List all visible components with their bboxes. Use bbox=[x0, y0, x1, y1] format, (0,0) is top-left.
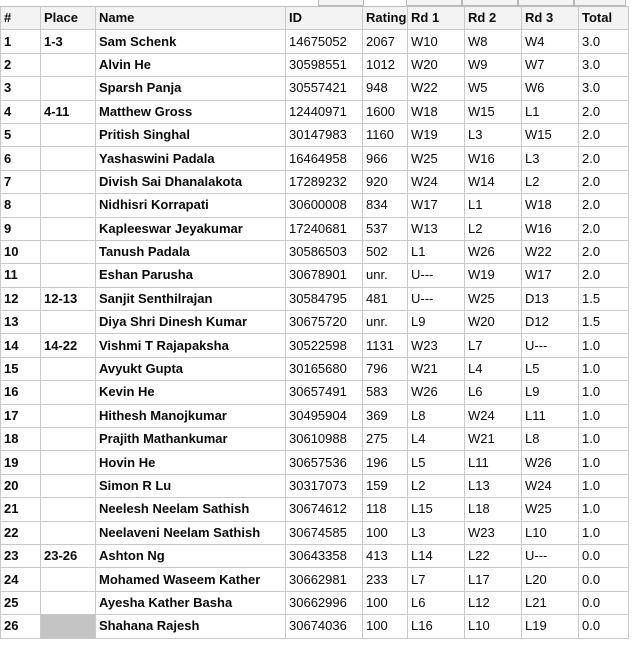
cell-total[interactable]: 0.0 bbox=[579, 568, 629, 591]
table-row[interactable] bbox=[1, 194, 629, 217]
cell-rd2[interactable]: L17 bbox=[465, 568, 522, 591]
table-row[interactable] bbox=[1, 30, 629, 53]
cell-place[interactable] bbox=[41, 123, 96, 146]
table-row[interactable] bbox=[1, 357, 629, 380]
header-name[interactable]: Name bbox=[96, 7, 286, 30]
cell-total[interactable]: 2.0 bbox=[579, 240, 629, 263]
cell-rd1[interactable]: L6 bbox=[408, 591, 465, 614]
cell-id[interactable]: 17289232 bbox=[286, 170, 363, 193]
cell-id[interactable]: 30610988 bbox=[286, 428, 363, 451]
cell-total[interactable]: 1.0 bbox=[579, 451, 629, 474]
cell-rd2[interactable]: L1 bbox=[465, 194, 522, 217]
cell-rd3[interactable]: U--- bbox=[522, 544, 579, 567]
cell-name[interactable]: Yashaswini Padala bbox=[96, 147, 286, 170]
header-num[interactable]: # bbox=[1, 7, 41, 30]
cell-num[interactable]: 22 bbox=[1, 521, 41, 544]
cell-id[interactable]: 30643358 bbox=[286, 544, 363, 567]
cell-place[interactable] bbox=[41, 474, 96, 497]
cell-rd2[interactable]: L4 bbox=[465, 357, 522, 380]
cell-place[interactable] bbox=[41, 217, 96, 240]
cell-rd1[interactable]: W22 bbox=[408, 77, 465, 100]
table-row[interactable] bbox=[1, 123, 629, 146]
cell-name[interactable]: Sanjit Senthilrajan bbox=[96, 287, 286, 310]
cell-num[interactable]: 1 bbox=[1, 30, 41, 53]
cell-rating[interactable]: 796 bbox=[363, 357, 408, 380]
cell-rd1[interactable]: L5 bbox=[408, 451, 465, 474]
cell-rd3[interactable]: D13 bbox=[522, 287, 579, 310]
cell-id[interactable]: 30678901 bbox=[286, 264, 363, 287]
cell-id[interactable]: 30675720 bbox=[286, 311, 363, 334]
cell-rating[interactable]: 966 bbox=[363, 147, 408, 170]
cell-place[interactable]: 1-3 bbox=[41, 30, 96, 53]
cell-id[interactable]: 30662996 bbox=[286, 591, 363, 614]
cell-rd2[interactable]: L18 bbox=[465, 498, 522, 521]
cell-rating[interactable]: 118 bbox=[363, 498, 408, 521]
cell-name[interactable]: Diya Shri Dinesh Kumar bbox=[96, 311, 286, 334]
cell-rd3[interactable]: U--- bbox=[522, 334, 579, 357]
cell-total[interactable]: 0.0 bbox=[579, 591, 629, 614]
cell-rating[interactable]: 583 bbox=[363, 381, 408, 404]
cell-num[interactable]: 8 bbox=[1, 194, 41, 217]
selected-cell[interactable] bbox=[41, 615, 96, 638]
table-row[interactable] bbox=[1, 404, 629, 427]
cell-total[interactable]: 2.0 bbox=[579, 123, 629, 146]
cell-name[interactable]: Eshan Parusha bbox=[96, 264, 286, 287]
cell-place[interactable]: 4-11 bbox=[41, 100, 96, 123]
cell-id[interactable]: 14675052 bbox=[286, 30, 363, 53]
cell-total[interactable]: 1.0 bbox=[579, 474, 629, 497]
standings-body bbox=[1, 30, 629, 638]
cell-total[interactable]: 3.0 bbox=[579, 53, 629, 76]
cell-id[interactable]: 30662981 bbox=[286, 568, 363, 591]
cell-rd1[interactable]: L9 bbox=[408, 311, 465, 334]
cell-place[interactable] bbox=[41, 591, 96, 614]
header-row bbox=[1, 7, 629, 30]
cell-name[interactable]: Neelesh Neelam Sathish bbox=[96, 498, 286, 521]
cell-num[interactable]: 25 bbox=[1, 591, 41, 614]
cell-rd3[interactable]: D12 bbox=[522, 311, 579, 334]
cell-total[interactable]: 1.5 bbox=[579, 311, 629, 334]
cell-rd2[interactable]: W23 bbox=[465, 521, 522, 544]
table-row[interactable] bbox=[1, 498, 629, 521]
cell-place[interactable] bbox=[41, 404, 96, 427]
cell-id[interactable]: 30674585 bbox=[286, 521, 363, 544]
cell-rd3[interactable]: W22 bbox=[522, 240, 579, 263]
cell-num[interactable]: 2 bbox=[1, 53, 41, 76]
cell-num[interactable]: 19 bbox=[1, 451, 41, 474]
cell-rating[interactable]: 1600 bbox=[363, 100, 408, 123]
cell-rd3[interactable]: W18 bbox=[522, 194, 579, 217]
cell-place[interactable] bbox=[41, 311, 96, 334]
cell-rd1[interactable]: W19 bbox=[408, 123, 465, 146]
cell-rd1[interactable]: L4 bbox=[408, 428, 465, 451]
cell-num[interactable]: 18 bbox=[1, 428, 41, 451]
cell-total[interactable]: 1.0 bbox=[579, 357, 629, 380]
cell-rd3[interactable]: L5 bbox=[522, 357, 579, 380]
cell-num[interactable]: 6 bbox=[1, 147, 41, 170]
cell-rd2[interactable]: L12 bbox=[465, 591, 522, 614]
cell-name[interactable]: Ashton Ng bbox=[96, 544, 286, 567]
cell-num[interactable]: 16 bbox=[1, 381, 41, 404]
cell-rd3[interactable]: L10 bbox=[522, 521, 579, 544]
cell-place[interactable] bbox=[41, 170, 96, 193]
cell-rating[interactable]: 159 bbox=[363, 474, 408, 497]
cell-id[interactable]: 30584795 bbox=[286, 287, 363, 310]
cell-name[interactable]: Matthew Gross bbox=[96, 100, 286, 123]
standings-table bbox=[0, 6, 629, 639]
cell-rd3[interactable]: W7 bbox=[522, 53, 579, 76]
cell-total[interactable]: 1.0 bbox=[579, 521, 629, 544]
cell-num[interactable]: 14 bbox=[1, 334, 41, 357]
cell-total[interactable]: 3.0 bbox=[579, 30, 629, 53]
cell-total[interactable]: 1.0 bbox=[579, 334, 629, 357]
header-rd2[interactable]: Rd 2 bbox=[465, 7, 522, 30]
header-rating[interactable]: Rating bbox=[363, 7, 408, 30]
table-row[interactable] bbox=[1, 147, 629, 170]
cell-num[interactable]: 13 bbox=[1, 311, 41, 334]
cell-rd1[interactable]: W17 bbox=[408, 194, 465, 217]
cell-rd2[interactable]: W24 bbox=[465, 404, 522, 427]
cell-rd2[interactable]: L2 bbox=[465, 217, 522, 240]
cell-rating[interactable]: 537 bbox=[363, 217, 408, 240]
cell-name[interactable]: Sam Schenk bbox=[96, 30, 286, 53]
cell-num[interactable]: 4 bbox=[1, 100, 41, 123]
table-row[interactable] bbox=[1, 53, 629, 76]
cell-rd1[interactable]: W26 bbox=[408, 381, 465, 404]
cell-num[interactable]: 20 bbox=[1, 474, 41, 497]
cell-total[interactable]: 3.0 bbox=[579, 77, 629, 100]
cell-id[interactable]: 30600008 bbox=[286, 194, 363, 217]
cell-name[interactable]: Pritish Singhal bbox=[96, 123, 286, 146]
cell-rd1[interactable]: W10 bbox=[408, 30, 465, 53]
table-row[interactable] bbox=[1, 451, 629, 474]
cell-num[interactable]: 24 bbox=[1, 568, 41, 591]
cell-name[interactable]: Hithesh Manojkumar bbox=[96, 404, 286, 427]
cell-id[interactable]: 30522598 bbox=[286, 334, 363, 357]
cell-rd1[interactable]: L3 bbox=[408, 521, 465, 544]
cell-num[interactable]: 9 bbox=[1, 217, 41, 240]
cell-rd1[interactable]: L8 bbox=[408, 404, 465, 427]
cell-rating[interactable]: 1012 bbox=[363, 53, 408, 76]
cell-rd3[interactable]: W24 bbox=[522, 474, 579, 497]
table-row[interactable] bbox=[1, 474, 629, 497]
cell-rd1[interactable]: U--- bbox=[408, 287, 465, 310]
header-rd1[interactable]: Rd 1 bbox=[408, 7, 465, 30]
cell-rating[interactable]: 275 bbox=[363, 428, 408, 451]
table-row[interactable] bbox=[1, 428, 629, 451]
cell-rd1[interactable]: L15 bbox=[408, 498, 465, 521]
cell-rd1[interactable]: W25 bbox=[408, 147, 465, 170]
cell-rating[interactable]: 369 bbox=[363, 404, 408, 427]
cell-rd2[interactable]: L3 bbox=[465, 123, 522, 146]
cell-total[interactable]: 1.5 bbox=[579, 287, 629, 310]
table-row[interactable] bbox=[1, 591, 629, 614]
cell-place[interactable] bbox=[41, 77, 96, 100]
table-row[interactable] bbox=[1, 77, 629, 100]
cell-name[interactable]: Mohamed Waseem Kather bbox=[96, 568, 286, 591]
header-place[interactable]: Place bbox=[41, 7, 96, 30]
cell-rd3[interactable]: L3 bbox=[522, 147, 579, 170]
cell-rating[interactable]: 100 bbox=[363, 521, 408, 544]
cell-rd1[interactable]: W13 bbox=[408, 217, 465, 240]
cell-rd2[interactable]: L10 bbox=[465, 615, 522, 638]
cell-id[interactable]: 30586503 bbox=[286, 240, 363, 263]
cell-rd2[interactable]: L6 bbox=[465, 381, 522, 404]
cell-place[interactable]: 23-26 bbox=[41, 544, 96, 567]
cell-name[interactable]: Hovin He bbox=[96, 451, 286, 474]
cell-num[interactable]: 23 bbox=[1, 544, 41, 567]
cell-total[interactable]: 2.0 bbox=[579, 194, 629, 217]
cell-rd2[interactable]: W21 bbox=[465, 428, 522, 451]
cell-rating[interactable]: 100 bbox=[363, 615, 408, 638]
cell-id[interactable]: 30495904 bbox=[286, 404, 363, 427]
cell-num[interactable]: 26 bbox=[1, 615, 41, 638]
cell-rating[interactable]: 834 bbox=[363, 194, 408, 217]
cell-place[interactable] bbox=[41, 498, 96, 521]
cell-rating[interactable]: 2067 bbox=[363, 30, 408, 53]
cell-rd1[interactable]: W24 bbox=[408, 170, 465, 193]
header-id[interactable]: ID bbox=[286, 7, 363, 30]
cell-rd2[interactable]: L7 bbox=[465, 334, 522, 357]
cell-total[interactable]: 2.0 bbox=[579, 170, 629, 193]
cell-rd2[interactable]: W19 bbox=[465, 264, 522, 287]
table-row[interactable] bbox=[1, 568, 629, 591]
cell-rd2[interactable]: W9 bbox=[465, 53, 522, 76]
cell-total[interactable]: 0.0 bbox=[579, 615, 629, 638]
cell-num[interactable]: 7 bbox=[1, 170, 41, 193]
table-row[interactable] bbox=[1, 100, 629, 123]
table-row[interactable] bbox=[1, 264, 629, 287]
cell-name[interactable]: Shahana Rajesh bbox=[96, 615, 286, 638]
cell-name[interactable]: Sparsh Panja bbox=[96, 77, 286, 100]
cell-rd1[interactable]: U--- bbox=[408, 264, 465, 287]
table-row[interactable] bbox=[1, 170, 629, 193]
cell-name[interactable]: Divish Sai Dhanalakota bbox=[96, 170, 286, 193]
cell-name[interactable]: Tanush Padala bbox=[96, 240, 286, 263]
cell-total[interactable]: 1.0 bbox=[579, 428, 629, 451]
cell-place[interactable] bbox=[41, 264, 96, 287]
cell-rd3[interactable]: W4 bbox=[522, 30, 579, 53]
cell-rd2[interactable]: L11 bbox=[465, 451, 522, 474]
table-row[interactable] bbox=[1, 287, 629, 310]
cell-place[interactable] bbox=[41, 240, 96, 263]
cell-rating[interactable]: unr. bbox=[363, 311, 408, 334]
cell-id[interactable]: 30147983 bbox=[286, 123, 363, 146]
cell-name[interactable]: Kapleeswar Jeyakumar bbox=[96, 217, 286, 240]
cell-name[interactable]: Avyukt Gupta bbox=[96, 357, 286, 380]
cell-name[interactable]: Nidhisri Korrapati bbox=[96, 194, 286, 217]
cell-rd1[interactable]: W20 bbox=[408, 53, 465, 76]
cell-total[interactable]: 2.0 bbox=[579, 264, 629, 287]
cell-rd2[interactable]: L13 bbox=[465, 474, 522, 497]
cell-id[interactable]: 30598551 bbox=[286, 53, 363, 76]
cell-num[interactable]: 10 bbox=[1, 240, 41, 263]
cell-rating[interactable]: 481 bbox=[363, 287, 408, 310]
cell-id[interactable]: 30657536 bbox=[286, 451, 363, 474]
cell-place[interactable] bbox=[41, 381, 96, 404]
cell-num[interactable]: 11 bbox=[1, 264, 41, 287]
cell-rd2[interactable]: W15 bbox=[465, 100, 522, 123]
cell-name[interactable]: Prajith Mathankumar bbox=[96, 428, 286, 451]
cell-rd2[interactable]: W16 bbox=[465, 147, 522, 170]
cell-id[interactable]: 30657491 bbox=[286, 381, 363, 404]
cell-place[interactable] bbox=[41, 451, 96, 474]
cell-rating[interactable]: 196 bbox=[363, 451, 408, 474]
cell-rd1[interactable]: L7 bbox=[408, 568, 465, 591]
cell-rd3[interactable]: L20 bbox=[522, 568, 579, 591]
table-row[interactable] bbox=[1, 544, 629, 567]
cell-place[interactable]: 12-13 bbox=[41, 287, 96, 310]
cell-place[interactable] bbox=[41, 357, 96, 380]
cell-place[interactable] bbox=[41, 147, 96, 170]
cell-rd2[interactable]: W26 bbox=[465, 240, 522, 263]
cell-rd3[interactable]: W16 bbox=[522, 217, 579, 240]
cell-rd1[interactable]: L1 bbox=[408, 240, 465, 263]
cell-rd3[interactable]: L1 bbox=[522, 100, 579, 123]
cell-rd2[interactable]: W25 bbox=[465, 287, 522, 310]
cell-total[interactable]: 1.0 bbox=[579, 498, 629, 521]
table-row[interactable] bbox=[1, 240, 629, 263]
table-row[interactable] bbox=[1, 311, 629, 334]
cell-id[interactable]: 30317073 bbox=[286, 474, 363, 497]
table-row[interactable] bbox=[1, 334, 629, 357]
cell-num[interactable]: 17 bbox=[1, 404, 41, 427]
cell-id[interactable]: 30557421 bbox=[286, 77, 363, 100]
cell-rd2[interactable]: W20 bbox=[465, 311, 522, 334]
cell-name[interactable]: Ayesha Kather Basha bbox=[96, 591, 286, 614]
header-total[interactable]: Total bbox=[579, 7, 629, 30]
cell-rating[interactable]: 1131 bbox=[363, 334, 408, 357]
cell-num[interactable]: 21 bbox=[1, 498, 41, 521]
cell-num[interactable]: 5 bbox=[1, 123, 41, 146]
cell-rating[interactable]: 233 bbox=[363, 568, 408, 591]
cell-id[interactable]: 30674036 bbox=[286, 615, 363, 638]
cell-name[interactable]: Simon R Lu bbox=[96, 474, 286, 497]
cell-total[interactable]: 2.0 bbox=[579, 217, 629, 240]
cell-id[interactable]: 16464958 bbox=[286, 147, 363, 170]
cell-place[interactable] bbox=[41, 568, 96, 591]
cell-place[interactable] bbox=[41, 521, 96, 544]
cell-total[interactable]: 2.0 bbox=[579, 100, 629, 123]
table-row[interactable] bbox=[1, 615, 629, 638]
cell-rd3[interactable]: L19 bbox=[522, 615, 579, 638]
cell-id[interactable]: 30165680 bbox=[286, 357, 363, 380]
cell-name[interactable]: Neelaveni Neelam Sathish bbox=[96, 521, 286, 544]
cell-name[interactable]: Vishmi T Rajapaksha bbox=[96, 334, 286, 357]
cell-total[interactable]: 1.0 bbox=[579, 381, 629, 404]
table-row[interactable] bbox=[1, 381, 629, 404]
cell-rd1[interactable]: W21 bbox=[408, 357, 465, 380]
cell-place[interactable] bbox=[41, 428, 96, 451]
cell-place[interactable]: 14-22 bbox=[41, 334, 96, 357]
table-row[interactable] bbox=[1, 521, 629, 544]
table-row[interactable] bbox=[1, 217, 629, 240]
cell-rating[interactable]: unr. bbox=[363, 264, 408, 287]
cell-rd3[interactable]: W6 bbox=[522, 77, 579, 100]
cell-rd1[interactable]: W18 bbox=[408, 100, 465, 123]
cell-rd3[interactable]: L9 bbox=[522, 381, 579, 404]
cell-num[interactable]: 15 bbox=[1, 357, 41, 380]
cell-rd2[interactable]: W8 bbox=[465, 30, 522, 53]
cell-id[interactable]: 12440971 bbox=[286, 100, 363, 123]
cell-rd3[interactable]: W25 bbox=[522, 498, 579, 521]
cell-id[interactable]: 30674612 bbox=[286, 498, 363, 521]
cell-rd3[interactable]: L2 bbox=[522, 170, 579, 193]
cell-rating[interactable]: 948 bbox=[363, 77, 408, 100]
cell-rd1[interactable]: L16 bbox=[408, 615, 465, 638]
cell-rd3[interactable]: W17 bbox=[522, 264, 579, 287]
cell-id[interactable]: 17240681 bbox=[286, 217, 363, 240]
header-rd3[interactable]: Rd 3 bbox=[522, 7, 579, 30]
cell-rd2[interactable]: L22 bbox=[465, 544, 522, 567]
cell-name[interactable]: Alvin He bbox=[96, 53, 286, 76]
cell-rd1[interactable]: W23 bbox=[408, 334, 465, 357]
cell-rd3[interactable]: W26 bbox=[522, 451, 579, 474]
cell-rd2[interactable]: W5 bbox=[465, 77, 522, 100]
cell-num[interactable]: 12 bbox=[1, 287, 41, 310]
cell-place[interactable] bbox=[41, 53, 96, 76]
cell-rating[interactable]: 100 bbox=[363, 591, 408, 614]
cell-rating[interactable]: 1160 bbox=[363, 123, 408, 146]
cell-num[interactable]: 3 bbox=[1, 77, 41, 100]
cell-total[interactable]: 2.0 bbox=[579, 147, 629, 170]
cell-rd3[interactable]: W15 bbox=[522, 123, 579, 146]
cell-rating[interactable]: 502 bbox=[363, 240, 408, 263]
cell-total[interactable]: 1.0 bbox=[579, 404, 629, 427]
cell-rd3[interactable]: L11 bbox=[522, 404, 579, 427]
cell-rating[interactable]: 413 bbox=[363, 544, 408, 567]
cell-rd1[interactable]: L14 bbox=[408, 544, 465, 567]
cell-rd3[interactable]: L21 bbox=[522, 591, 579, 614]
cell-rd2[interactable]: W14 bbox=[465, 170, 522, 193]
cell-rating[interactable]: 920 bbox=[363, 170, 408, 193]
cell-total[interactable]: 0.0 bbox=[579, 544, 629, 567]
cell-rd1[interactable]: L2 bbox=[408, 474, 465, 497]
cell-place[interactable] bbox=[41, 194, 96, 217]
cell-rd3[interactable]: L8 bbox=[522, 428, 579, 451]
cell-name[interactable]: Kevin He bbox=[96, 381, 286, 404]
